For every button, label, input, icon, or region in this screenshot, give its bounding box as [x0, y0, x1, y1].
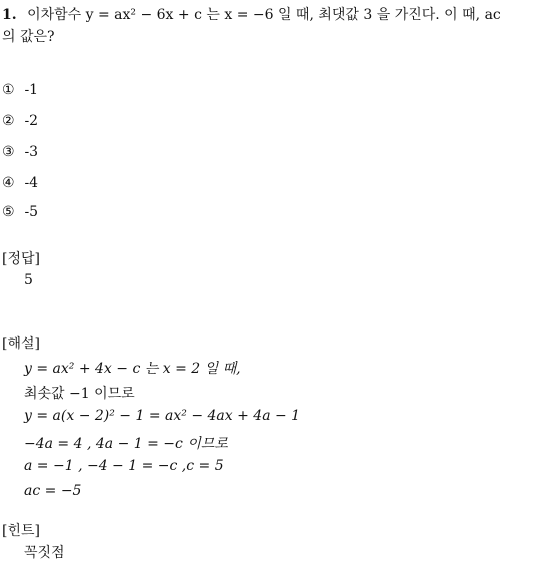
choice-5[interactable] — [2, 204, 38, 220]
choice-1[interactable] — [2, 82, 38, 98]
choice-3[interactable] — [2, 144, 38, 160]
solution-line: a = −1 , −4 − 1 = −c ,c = 5 — [24, 458, 224, 474]
choice-2[interactable] — [2, 113, 38, 129]
choice-mark: ④ — [2, 175, 15, 191]
choice-mark: ② — [2, 113, 15, 129]
choice-text: -3 — [24, 144, 39, 160]
choice-text: -1 — [24, 82, 39, 98]
solution-label: [해설] — [2, 336, 40, 352]
answer-value: 5 — [24, 272, 33, 288]
question-line-2: 의 값은? — [2, 29, 55, 45]
choice-text: -2 — [24, 113, 39, 129]
question-line-1 — [2, 4, 501, 24]
choice-text: -5 — [24, 204, 39, 220]
choice-text: -4 — [24, 175, 39, 191]
hint-text: 꼭짓점 — [24, 545, 65, 561]
choice-mark: ① — [2, 82, 15, 98]
hint-label: [힌트] — [2, 523, 40, 539]
answer-label: [정답] — [2, 251, 40, 267]
question-text: 이차함수 y = ax² − 6x + c 는 x = −6 일 때, 최댓값 3 을 가진다. 이 때, ac — [27, 7, 501, 23]
solution-line: 최솟값 −1 이므로 — [24, 386, 135, 402]
choice-mark: ③ — [2, 144, 15, 160]
solution-line: y = a(x − 2)² − 1 = ax² − 4ax + 4a − 1 — [24, 408, 301, 424]
solution-line: −4a = 4 , 4a − 1 = −c 이므로 — [24, 436, 228, 452]
solution-line: y = ax² + 4x − c 는 x = 2 일 때, — [24, 361, 241, 377]
question-number: 1. — [2, 7, 17, 23]
solution-line: ac = −5 — [24, 483, 82, 499]
choice-4[interactable] — [2, 175, 38, 191]
choice-mark: ⑤ — [2, 204, 15, 220]
